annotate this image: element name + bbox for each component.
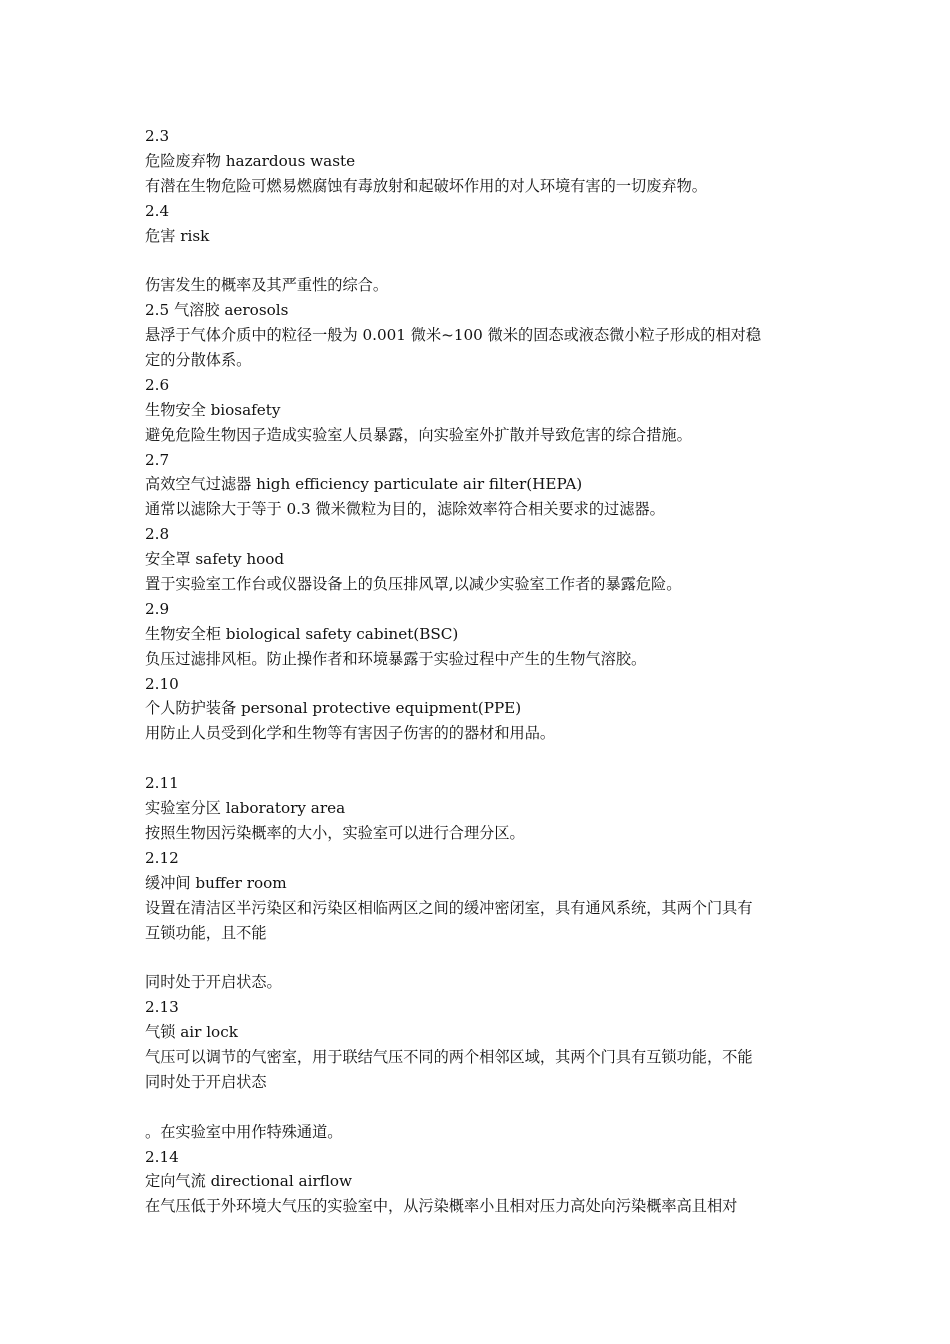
text-line: 危害 risk — [145, 226, 210, 245]
text-line: 同时处于开启状态。 — [145, 973, 282, 992]
text-line: 伤害发生的概率及其严重性的综合。 — [145, 276, 388, 295]
text-line: 个人防护装备 personal protective equipment(PPE) — [145, 699, 522, 718]
section-number: 2.9 — [145, 599, 170, 618]
section-number: 2.13 — [145, 998, 179, 1017]
text-line: 用防止人员受到化学和生物等有害因子伤害的的器材和用品。 — [145, 724, 556, 743]
text-line: 2.5 气溶胶 aerosols — [145, 301, 289, 320]
text-line: 气压可以调节的气密室，用于联结气压不同的两个相邻区域，其两个门具有互锁功能，不能 — [145, 1047, 753, 1066]
text-line: 在气压低于外环境大气压的实验室中，从污染概率小且相对压力高处向污染概率高且相对 — [145, 1197, 738, 1216]
text-line: 有潜在生物危险可燃易燃腐蚀有毒放射和起破坏作用的对人环境有害的一切废弃物。 — [145, 176, 707, 195]
document-body — [145, 124, 810, 1219]
section-number: 2.7 — [145, 450, 170, 469]
text-line: 缓冲间 buffer room — [145, 873, 287, 892]
section-number: 2.14 — [145, 1147, 179, 1166]
blank-line — [145, 945, 810, 970]
section-number: 2.3 — [145, 127, 170, 145]
text-line: 实验室分区 laboratory area — [145, 799, 346, 818]
text-line: 负压过滤排风柜。防止操作者和环境暴露于实验过程中产生的生物气溶胶。 — [145, 649, 647, 668]
blank-line — [145, 1095, 810, 1120]
section-number: 2.4 — [145, 201, 170, 220]
text-line: 置于实验室工作台或仪器设备上的负压排风罩,以减少实验室工作者的暴露危险。 — [145, 575, 682, 594]
section-number: 2.11 — [145, 774, 179, 793]
section-number: 2.8 — [145, 525, 170, 544]
text-line: 按照生物因污染概率的大小，实验室可以进行合理分区。 — [145, 823, 525, 842]
text-line: 避免危险生物因子造成实验室人员暴露，向实验室外扩散并导致危害的综合措施。 — [145, 425, 692, 444]
text-line: 生物安全柜 biological safety cabinet(BSC) — [145, 624, 459, 643]
text-line: 悬浮于气体介质中的粒径一般为 0.001 微米~100 微米的固态或液态微小粒子形成的相对稳 — [145, 326, 762, 345]
text-line: 定的分散体系。 — [145, 351, 252, 370]
text-line: 。在实验室中用作特殊通道。 — [145, 1122, 343, 1141]
section-number: 2.12 — [145, 848, 179, 867]
text-line: 气锁 air lock — [145, 1023, 238, 1042]
text-line: 生物安全 biosafety — [145, 400, 281, 419]
text-line: 定向气流 directional airflow — [145, 1172, 352, 1191]
text-line: 同时处于开启状态 — [145, 1072, 267, 1091]
blank-line — [145, 746, 810, 771]
section-number: 2.6 — [145, 375, 170, 394]
text-line: 安全罩 safety hood — [145, 550, 285, 569]
blank-line — [145, 248, 810, 273]
text-line: 高效空气过滤器 high efficiency particulate air filter(HEPA) — [145, 475, 583, 494]
section-number: 2.10 — [145, 674, 179, 693]
text-line: 设置在清洁区半污染区和污染区相临两区之间的缓冲密闭室，具有通风系统，其两个门具有 — [145, 898, 753, 917]
text-line: 危险废弃物 hazardous waste — [145, 151, 356, 170]
text-line: 互锁功能，且不能 — [145, 923, 267, 942]
text-line: 通常以滤除大于等于 0.3 微米微粒为目的，滤除效率符合相关要求的过滤器。 — [145, 500, 665, 519]
